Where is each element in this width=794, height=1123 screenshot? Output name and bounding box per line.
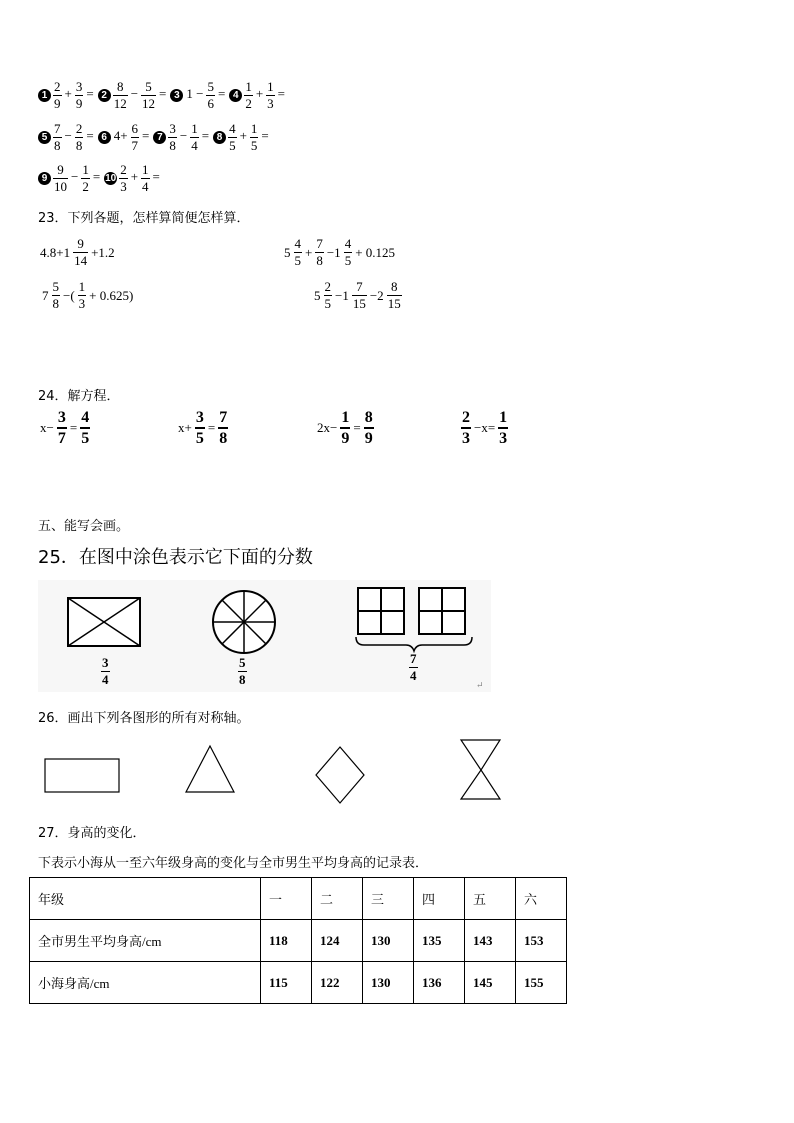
operator-text: + [64, 86, 72, 102]
fraction [131, 122, 140, 153]
numerator: 2 [462, 409, 470, 426]
symmetry-shapes [40, 735, 510, 805]
numerator: 8 [364, 409, 373, 426]
fraction [206, 80, 215, 111]
operator-text: 2x− [317, 420, 338, 435]
operator-text: −( [63, 287, 75, 303]
hourglass-shape[interactable] [461, 740, 500, 799]
table-cell: 130 [363, 962, 414, 1004]
denominator: 4 [142, 179, 149, 194]
fraction [53, 122, 62, 153]
table-header-cell: 三 [363, 878, 414, 920]
denominator: 15 [352, 296, 366, 311]
denominator: 5 [250, 138, 258, 153]
item-number-badge: 4 [229, 89, 242, 102]
table-header-cell: 五 [465, 878, 516, 920]
operator-text: + 0.125 [355, 244, 396, 260]
operator-text: 4.8+1 [40, 244, 71, 260]
numerator: 3 [57, 409, 66, 426]
calc-row-2 [38, 122, 273, 153]
denominator: 8 [75, 138, 83, 153]
equation-3 [315, 409, 375, 447]
fraction [78, 280, 87, 311]
numerator: 3 [169, 121, 176, 136]
table-header-cell: 一 [261, 878, 312, 920]
calc-item-6 [98, 122, 152, 153]
table-header-cell: 二 [312, 878, 363, 920]
triangle-shape[interactable] [186, 746, 234, 792]
fraction [228, 122, 237, 153]
fraction [387, 280, 402, 311]
fraction [119, 163, 128, 194]
operator-text: x+ [178, 420, 192, 435]
fraction [195, 409, 205, 447]
fraction [141, 80, 156, 111]
rhombus-shape[interactable] [316, 747, 364, 803]
item-number-badge: 1 [38, 89, 51, 102]
calc-item-9 [38, 163, 102, 194]
calc-row-1 [38, 80, 289, 111]
denominator: 8 [52, 296, 59, 311]
table-cell: 124 [312, 920, 363, 962]
brace-icon [356, 637, 472, 651]
numerator: 2 [324, 279, 331, 294]
table-header-cell: 年级 [30, 878, 261, 920]
numerator: 5 [52, 279, 59, 294]
denominator: 5 [229, 138, 236, 153]
operator-text: = [217, 86, 226, 102]
fraction [266, 80, 275, 111]
fraction [168, 122, 177, 153]
fraction [190, 122, 199, 153]
item-number-badge: 2 [98, 89, 111, 102]
operator-text: −x= [474, 420, 496, 435]
calc-item-10 [104, 163, 162, 194]
item-number-badge: 6 [98, 131, 111, 144]
denominator: 5 [324, 296, 331, 311]
denominator: 8 [218, 427, 228, 447]
denominator: 12 [113, 96, 127, 111]
denominator: 9 [54, 96, 61, 111]
operator-text: 1 − [186, 86, 204, 102]
problem-26-title: 26．画出下列各图形的所有对称轴。 [38, 711, 250, 726]
fraction [218, 409, 228, 447]
fraction [250, 122, 259, 153]
calc-item-2 [98, 80, 169, 111]
operator-text: 7 [42, 287, 49, 303]
section-5-title: 五、能写会画。 [38, 519, 130, 534]
table-cell: 118 [261, 920, 312, 962]
denominator: 3 [461, 427, 471, 447]
operator-text: 5 [284, 244, 291, 260]
numerator: 5 [145, 79, 152, 94]
operator-text: −1 [326, 244, 341, 260]
table-header-cell: 四 [414, 878, 465, 920]
fraction [141, 163, 150, 194]
denominator: 14 [74, 253, 88, 268]
numerator: 2 [75, 121, 83, 136]
operator-text: + [305, 244, 313, 260]
numerator: 1 [191, 121, 198, 136]
calc-item-5 [38, 122, 96, 153]
operator-text: = [277, 86, 285, 102]
fraction [75, 80, 84, 111]
operator-text: + [130, 169, 139, 185]
table-cell: 145 [465, 962, 516, 1004]
problem-25-title: 25．在图中涂色表示它下面的分数 [38, 547, 313, 568]
denominator: 9 [364, 427, 374, 447]
numerator: 2 [120, 162, 127, 177]
operator-text: = [201, 128, 210, 144]
expr-23-1 [38, 237, 117, 268]
problem-27-description: 下表示小海从一至六年级身高的变化与全市男生平均身高的记录表． [38, 856, 429, 871]
equation-1 [38, 409, 91, 447]
table-row [30, 920, 567, 962]
table-cell: 153 [516, 920, 567, 962]
item-number-badge: 3 [170, 89, 183, 102]
operator-text: = [152, 169, 160, 185]
denominator: 2 [245, 96, 252, 111]
fraction [73, 237, 88, 268]
denominator: 3 [267, 96, 274, 111]
denominator: 3 [120, 179, 127, 194]
numerator: 3 [75, 79, 83, 94]
table-row-label: 全市男生平均身高/cm [30, 920, 261, 962]
problem-23-title: 23．下列各题，怎样算简便怎样算． [38, 211, 250, 226]
rectangle-shape[interactable] [45, 759, 119, 792]
numerator: 4 [294, 236, 301, 251]
fraction-label-1: $\frac{3}{4}$ [102, 655, 109, 687]
fraction [461, 409, 471, 447]
table-row-label: 小海身高/cm [30, 962, 261, 1004]
operator-text: − [64, 128, 72, 144]
numerator: 6 [131, 121, 139, 136]
two-squares-quarters[interactable] [358, 588, 465, 634]
equation-4 [460, 409, 509, 447]
item-number-badge: 7 [153, 131, 166, 144]
operator-text: = [69, 420, 78, 435]
numerator: 2 [54, 79, 61, 94]
numerator: 7 [316, 236, 323, 251]
numerator: 1 [82, 162, 89, 177]
fraction [244, 80, 253, 111]
fraction [498, 409, 508, 447]
fraction [344, 237, 353, 268]
height-table [29, 877, 567, 1004]
denominator: 5 [195, 427, 205, 447]
numerator: 1 [78, 279, 86, 294]
operator-text: = [261, 128, 269, 144]
operator-text: = [142, 128, 150, 144]
calc-item-8 [213, 122, 271, 153]
table-cell: 155 [516, 962, 567, 1004]
return-mark-icon: ↵ [476, 680, 484, 690]
denominator: 3 [78, 296, 86, 311]
fraction [75, 122, 84, 153]
denominator: 5 [80, 427, 90, 447]
item-number-badge: 9 [38, 172, 51, 185]
numerator: 5 [207, 79, 214, 94]
problem-24-title: 24．解方程． [38, 389, 120, 404]
operator-text: = [159, 86, 167, 102]
operator-text: +1.2 [91, 244, 115, 260]
operator-text: + [255, 86, 264, 102]
fraction [294, 237, 303, 268]
calc-item-7 [153, 122, 211, 153]
table-row [30, 962, 567, 1004]
denominator: 5 [344, 253, 352, 268]
denominator: 3 [498, 427, 508, 447]
operator-text: x− [40, 420, 54, 435]
numerator: 7 [219, 409, 228, 426]
denominator: 12 [142, 96, 156, 111]
operator-text: = [86, 128, 94, 144]
denominator: 2 [82, 179, 89, 194]
operator-text: − [130, 86, 139, 102]
expr-23-3 [40, 280, 135, 311]
fraction [352, 280, 367, 311]
denominator: 10 [54, 179, 67, 194]
denominator: 8 [316, 253, 323, 268]
operator-text: = [353, 420, 361, 435]
numerator: 7 [356, 279, 363, 294]
numerator: 8 [390, 279, 398, 294]
fraction [315, 237, 324, 268]
equation-2 [176, 409, 229, 447]
fraction-label-2: $\frac{5}{8}$ [239, 655, 246, 687]
operator-text: − [179, 128, 188, 144]
numerator: 7 [54, 121, 61, 136]
calc-item-4 [229, 80, 287, 111]
fraction [340, 409, 350, 447]
numerator: 9 [77, 236, 84, 251]
table-cell: 130 [363, 920, 414, 962]
problem-27-title: 27．身高的变化． [38, 826, 146, 841]
item-number-badge: 8 [213, 131, 226, 144]
expr-23-2 [282, 237, 397, 268]
fraction [324, 280, 333, 311]
item-number-badge: 10 [105, 173, 117, 185]
table-cell: 143 [465, 920, 516, 962]
fraction-label-3: $\frac{7}{4}$ [410, 651, 417, 683]
table-cell: 115 [261, 962, 312, 1004]
denominator: 9 [75, 96, 83, 111]
numerator: 1 [341, 409, 350, 426]
calc-item-1 [38, 80, 96, 111]
fraction [81, 163, 90, 194]
numerator: 8 [116, 79, 124, 94]
numerator: 1 [250, 121, 258, 136]
operator-text: −2 [369, 287, 384, 303]
operator-text: + [239, 128, 247, 144]
fraction [80, 409, 90, 447]
operator-text: −1 [335, 287, 349, 303]
fraction [57, 409, 67, 447]
fraction [113, 80, 128, 111]
denominator: 6 [207, 96, 214, 111]
numerator: 1 [267, 79, 274, 94]
operator-text: = [86, 86, 94, 102]
denominator: 8 [54, 138, 61, 153]
item-number-badge: 5 [38, 131, 51, 144]
circle-eighths[interactable] [213, 591, 275, 653]
operator-text: − [71, 169, 79, 185]
operator-text: 4+ [113, 128, 128, 144]
denominator: 7 [57, 427, 67, 447]
table-cell: 122 [312, 962, 363, 1004]
operator-text: = [92, 169, 101, 185]
fraction [364, 409, 374, 447]
fraction [53, 163, 68, 194]
shading-figure-panel [38, 580, 491, 692]
table-cell: 135 [414, 920, 465, 962]
table-header-cell: 六 [516, 878, 567, 920]
denominator: 15 [387, 296, 401, 311]
numerator: 3 [195, 409, 204, 426]
operator-text: = [207, 420, 216, 435]
numerator: 4 [344, 236, 352, 251]
numerator: 1 [499, 409, 508, 426]
numerator: 4 [229, 121, 236, 136]
table-header-row [30, 878, 567, 920]
numerator: 4 [81, 409, 90, 426]
table-cell: 136 [414, 962, 465, 1004]
rectangle-with-diagonals[interactable] [68, 598, 140, 646]
denominator: 9 [340, 427, 350, 447]
denominator: 7 [131, 138, 139, 153]
operator-text: 5 [314, 287, 321, 303]
numerator: 1 [142, 162, 149, 177]
fraction [52, 280, 61, 311]
denominator: 4 [191, 138, 198, 153]
expr-23-4 [312, 280, 403, 311]
denominator: 5 [294, 253, 301, 268]
fraction [53, 80, 62, 111]
numerator: 9 [57, 162, 64, 177]
numerator: 1 [245, 79, 252, 94]
calc-row-3 [38, 163, 164, 194]
denominator: 8 [169, 138, 176, 153]
calc-item-3 [170, 80, 227, 111]
operator-text: + 0.625) [89, 287, 134, 303]
